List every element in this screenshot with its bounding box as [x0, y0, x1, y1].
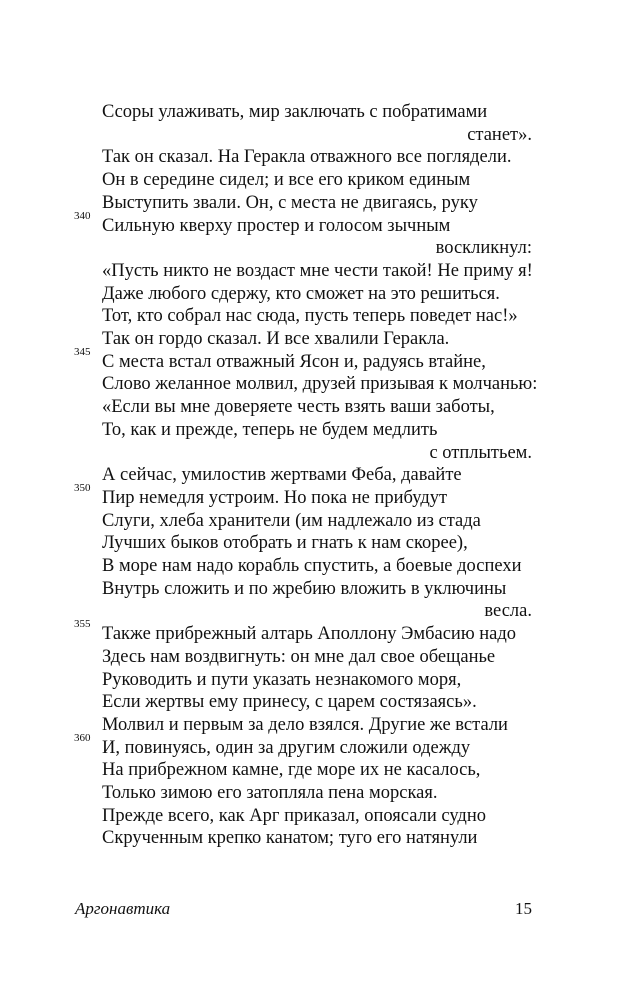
verse-text: Он в середине сидел; и все его криком единым: [102, 170, 471, 191]
verse-line: [74, 618, 532, 646]
verse-line: [74, 209, 532, 238]
verse-line: [102, 532, 532, 555]
verse-line: [102, 464, 532, 487]
verse-line: [102, 101, 532, 124]
verse-line: [102, 669, 532, 692]
verse-text: На прибрежном камне, где море их не касалось,: [102, 760, 481, 781]
verse-text: Прежде всего, как Арг приказал, опоясали судно: [102, 805, 486, 826]
verse-text: весла.: [484, 601, 532, 622]
verse-text: Слово желанное молвил, друзей призывая к молчанью:: [102, 374, 538, 395]
verse-text: Только зимою его затопляла пена морская.: [102, 783, 438, 803]
verse-text: Так он гордо сказал. И все хвалили Геракла.: [102, 329, 450, 349]
verse-line: [102, 373, 538, 396]
verse-line: [102, 578, 532, 601]
verse-text: То, как и прежде, теперь не будем медлить: [102, 419, 438, 440]
line-number: 360: [74, 731, 91, 744]
verse-line: [102, 419, 532, 442]
verse-text: Сильную кверху простер и голосом зычным: [102, 215, 451, 236]
verse-line: [102, 396, 532, 419]
verse-text: воскликнул:: [435, 238, 532, 259]
verse-text: станет».: [467, 124, 532, 145]
verse-line: [102, 328, 532, 351]
verse-line: [102, 146, 532, 169]
line-number: 350: [74, 481, 91, 494]
verse-text: Молвил и первым за дело взялся. Другие же встали: [102, 714, 508, 735]
verse-line: [102, 555, 532, 578]
line-number: 345: [74, 345, 91, 358]
verse-line: [102, 782, 532, 805]
verse-line: [102, 646, 532, 669]
verse-line: [102, 305, 532, 328]
verse-line: [102, 510, 532, 533]
verse-line: [74, 481, 532, 510]
verse-line: [102, 714, 532, 737]
verse-line: [102, 805, 532, 828]
line-number: 340: [74, 209, 91, 222]
verse-text: Внутрь сложить и по жребию вложить в уключины: [102, 578, 507, 599]
verse-line: [102, 283, 532, 306]
verse-line: [102, 169, 532, 192]
verse-text: Ссоры улаживать, мир заключать с побратимами: [102, 102, 488, 122]
verse-line: [102, 192, 532, 215]
running-title: Аргонавтика: [75, 899, 171, 918]
verse-text: «Если вы мне доверяете честь взять ваши заботы,: [102, 397, 495, 418]
page-number: 15: [515, 899, 532, 918]
verse-line: [102, 260, 532, 283]
verse-text: Пир немедля устроим. Но пока не прибудут: [102, 487, 448, 508]
verse-text: Тот, кто собрал нас сюда, пусть теперь поведет нас!»: [102, 306, 518, 327]
line-number: 355: [74, 618, 91, 631]
verse-text: С места встал отважный Ясон и, радуясь втайне,: [102, 351, 486, 372]
verse-line: [102, 827, 532, 850]
verse-text: И, повинуясь, один за другим сложили одежду: [102, 737, 471, 758]
verse-text: «Пусть никто не воздаст мне чести такой! Не приму я!: [102, 260, 533, 281]
verse-text: Руководить и пути указать незнакомого моря,: [102, 669, 462, 690]
verse-text: Лучших быков отобрать и гнать к нам скорее),: [102, 533, 468, 554]
verse-text: Слуги, хлеба хранители (им надлежало из стада: [102, 510, 481, 531]
verse-text: А сейчас, умилостив жертвами Феба, давайте: [102, 465, 462, 486]
verse-text: Скрученным крепко канатом; туго его натянули: [102, 828, 478, 849]
verse-continuation: [102, 600, 532, 623]
verse-text: Также прибрежный алтарь Аполлону Эмбасию надо: [102, 624, 517, 645]
verse-line: [74, 345, 532, 374]
verse-text: Здесь нам воздвигнуть: он мне дал свое обещанье: [102, 646, 496, 667]
verse-text: Так он сказал. На Геракла отважного все поглядели.: [102, 147, 512, 168]
verse-text: Даже любого сдержу, кто сможет на это решиться.: [102, 283, 500, 304]
verse-continuation: [102, 442, 532, 465]
verse-line: [102, 691, 532, 714]
verse-text: Выступить звали. Он, с места не двигаясь, руку: [102, 192, 478, 213]
verse-text: Если жертвы ему принесу, с царем состязаясь».: [102, 692, 477, 713]
verse-text: В море нам надо корабль спустить, а боевые доспехи: [102, 556, 522, 576]
verse-text: с отплытьем.: [429, 442, 532, 463]
verse-continuation: [102, 124, 532, 147]
verse-line: [74, 731, 532, 760]
verse-line: [102, 759, 532, 782]
verse-continuation: [102, 237, 532, 260]
